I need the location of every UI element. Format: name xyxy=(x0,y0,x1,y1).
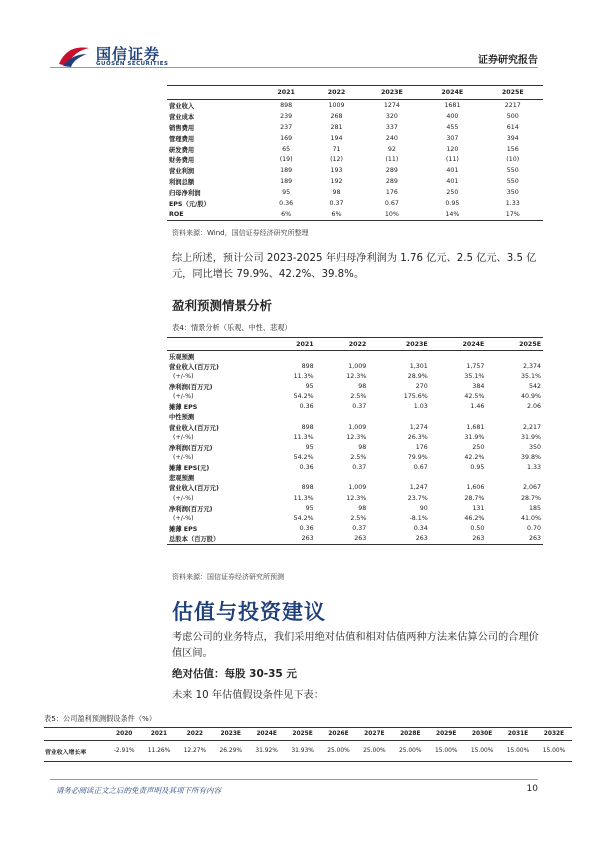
column-header: 2025E xyxy=(486,338,543,351)
row-label: 财务费用 xyxy=(169,157,195,165)
cell-value: 54.2% xyxy=(293,514,314,522)
column-header: 2022 xyxy=(311,86,361,100)
cell-value: 1,009 xyxy=(348,484,367,492)
cell-value: 898 xyxy=(301,423,314,431)
cell-value: 281 xyxy=(330,123,343,131)
row-label: 归母净利润 xyxy=(169,190,201,198)
cell-value: 54.2% xyxy=(293,393,314,401)
cell-value: 1.03 xyxy=(413,403,428,411)
cell-value: 31.9% xyxy=(464,433,485,441)
cell-value: 500 xyxy=(506,112,519,120)
cell-value: 39.8% xyxy=(520,453,541,461)
cell-value: 156 xyxy=(506,145,519,153)
cell-value: 71 xyxy=(332,145,341,153)
row-label: 利润总额 xyxy=(169,179,195,187)
row-label: 营业成本 xyxy=(169,113,195,121)
cell-value: 6% xyxy=(311,209,361,220)
cell-empty xyxy=(430,473,487,483)
cell-value: 1,009 xyxy=(348,362,367,370)
page-number: 10 xyxy=(526,784,538,794)
cell-value: 15.00% xyxy=(500,741,536,762)
cell-value: 237 xyxy=(280,123,293,131)
table-row xyxy=(167,483,543,493)
column-header: 2021 xyxy=(263,338,316,351)
footer-divider xyxy=(50,779,538,780)
row-label: 净利润(百万元) xyxy=(169,383,213,391)
table-row xyxy=(44,741,572,762)
cell-value: 0.36 xyxy=(299,524,314,532)
cell-value: 1,757 xyxy=(466,362,485,370)
table-row xyxy=(167,452,543,462)
footer-disclaimer: 请务必阅读正文之后的免责声明及其项下所有内容 xyxy=(56,786,221,795)
cell-empty xyxy=(486,412,543,422)
cell-value: 350 xyxy=(506,189,519,197)
cell-value: 2.5% xyxy=(350,514,367,522)
assumptions-intro: 未来 10 年估值假设条件见下表： xyxy=(172,690,324,701)
row-label: 营业收入(百万元) xyxy=(169,363,219,371)
cell-empty xyxy=(316,351,369,362)
column-header: 2023E xyxy=(213,728,249,741)
table-row xyxy=(167,422,543,432)
brand-name-cn: 国信证券 xyxy=(96,45,161,63)
table-row xyxy=(167,111,543,122)
table-row xyxy=(167,503,543,513)
column-header xyxy=(167,86,261,100)
cell-empty xyxy=(368,473,429,483)
column-header xyxy=(167,338,263,351)
cell-value: 26.29% xyxy=(213,741,249,762)
row-label: 营业收入增长率 xyxy=(44,741,107,762)
cell-value: 11.3% xyxy=(293,433,314,441)
table-row xyxy=(167,100,543,111)
cell-value: 54.2% xyxy=(293,453,314,461)
cell-value: 0.67 xyxy=(384,199,399,207)
cell-value: 400 xyxy=(446,112,459,120)
column-header: 2021 xyxy=(261,86,311,100)
cell-value: 542 xyxy=(528,382,541,390)
cell-value: 0.36 xyxy=(299,464,314,472)
cell-value: 0.37 xyxy=(329,199,344,207)
cell-empty xyxy=(486,473,543,483)
row-label: 管理费用 xyxy=(169,135,195,143)
row-label: (+/-%) xyxy=(173,372,194,380)
cell-value: 270 xyxy=(415,382,428,390)
cell-value: 0.70 xyxy=(526,524,541,532)
cell-value: 263 xyxy=(316,534,369,545)
table-row xyxy=(167,198,543,209)
table-header-row xyxy=(167,338,543,351)
table-row xyxy=(167,534,543,545)
cell-value: 98 xyxy=(358,443,367,451)
table-row xyxy=(167,361,543,371)
table-row xyxy=(167,351,543,362)
column-header: 2024E xyxy=(249,728,285,741)
table-row xyxy=(167,463,543,473)
cell-value: 268 xyxy=(330,112,343,120)
row-label: 营业利润 xyxy=(169,168,195,176)
cell-value: 0.37 xyxy=(352,403,367,411)
cell-value: 384 xyxy=(472,382,485,390)
cell-value: 92 xyxy=(387,145,396,153)
cell-value: 11.26% xyxy=(141,741,177,762)
cell-value: 2,374 xyxy=(522,362,541,370)
column-header: 2023E xyxy=(362,86,422,100)
table3-caption: 表5：公司盈利预测假设条件（%） xyxy=(44,714,157,723)
table-row xyxy=(167,176,543,187)
table-row xyxy=(167,523,543,533)
cell-value: 95 xyxy=(305,382,314,390)
cell-value: 25.00% xyxy=(392,741,428,762)
table-header-row xyxy=(167,86,543,100)
cell-value: 169 xyxy=(280,134,293,142)
cell-empty xyxy=(316,412,369,422)
guosen-logo-icon xyxy=(57,44,91,68)
absolute-valuation-heading: 绝对估值：每股 30-35 元 xyxy=(172,668,297,680)
table-row xyxy=(167,381,543,391)
row-label: (+/-%) xyxy=(173,494,194,502)
cell-value: 41.0% xyxy=(520,514,541,522)
column-header: 2032E xyxy=(536,728,572,741)
valuation-paragraph: 考虑公司的业务特点，我们采用绝对估值和相对估值两种方法来估算公司的合理价值区间。 xyxy=(172,632,539,659)
column-header: 2021 xyxy=(141,728,177,741)
cell-value: 1.33 xyxy=(526,464,541,472)
cell-value: 289 xyxy=(385,178,398,186)
brand-name-en: GUOSEN SECURITIES xyxy=(96,61,169,67)
cell-value: (12) xyxy=(330,156,343,164)
cell-value: 0.37 xyxy=(352,524,367,532)
cell-empty xyxy=(368,351,429,362)
cell-value: 176 xyxy=(415,443,428,451)
cell-empty xyxy=(368,412,429,422)
cell-empty xyxy=(430,412,487,422)
cell-value: 1,247 xyxy=(409,484,428,492)
table-row xyxy=(167,209,543,220)
table-header-row xyxy=(44,728,572,741)
row-label: 营业收入 xyxy=(169,102,195,110)
cell-value: 14% xyxy=(422,209,482,220)
cell-value: 263 xyxy=(368,534,429,545)
column-header: 2025E xyxy=(285,728,321,741)
cell-value: 239 xyxy=(280,112,293,120)
financial-forecast-table xyxy=(167,85,543,221)
cell-value: 120 xyxy=(446,145,459,153)
cell-value: 1,301 xyxy=(409,362,428,370)
header-divider xyxy=(50,67,538,68)
table-row xyxy=(167,412,543,422)
cell-value: 2.5% xyxy=(350,393,367,401)
cell-value: 31.9% xyxy=(520,433,541,441)
cell-value: -2.91% xyxy=(107,741,141,762)
cell-value: 1009 xyxy=(328,101,345,109)
cell-value: 1681 xyxy=(444,101,461,109)
cell-value: 550 xyxy=(506,178,519,186)
column-header: 2026E xyxy=(321,728,357,741)
cell-value: 12.3% xyxy=(346,372,367,380)
cell-value: 12.3% xyxy=(346,433,367,441)
cell-value: 898 xyxy=(301,362,314,370)
cell-value: 98 xyxy=(358,382,367,390)
row-label: ROE xyxy=(167,209,261,220)
column-header: 2025E xyxy=(483,86,543,100)
cell-value: 35.1% xyxy=(464,372,485,380)
cell-value: (11) xyxy=(385,156,399,164)
cell-value: 175.6% xyxy=(403,393,428,401)
column-header: 2023E xyxy=(368,338,429,351)
column-header: 2024E xyxy=(430,338,487,351)
table2-caption: 表4：情景分析（乐观、中性、悲观） xyxy=(172,323,292,332)
row-label: (+/-%) xyxy=(173,433,194,441)
cell-value: 15.00% xyxy=(464,741,500,762)
cell-value: 98 xyxy=(332,189,341,197)
scenario-analysis-table xyxy=(167,337,543,545)
cell-value: 0.50 xyxy=(470,524,485,532)
cell-value: 0.36 xyxy=(299,403,314,411)
cell-value: 10% xyxy=(362,209,422,220)
cell-value: 320 xyxy=(385,112,398,120)
cell-value: 40.9% xyxy=(520,393,541,401)
scenario-section-heading: 盈利预测情景分析 xyxy=(172,298,273,313)
table-row xyxy=(167,133,543,144)
cell-value: 263 xyxy=(263,534,316,545)
cell-value: 250 xyxy=(472,443,485,451)
cell-value: 131 xyxy=(472,504,485,512)
cell-value: 0.67 xyxy=(413,464,428,472)
cell-value: 90 xyxy=(419,504,428,512)
valuation-section-heading: 估值与投资建议 xyxy=(172,600,326,624)
row-label: 摊薄 EPS xyxy=(169,525,198,533)
cell-value: 0.36 xyxy=(279,199,294,207)
column-header: 2028E xyxy=(392,728,428,741)
cell-value: 350 xyxy=(528,443,541,451)
cell-value: 98 xyxy=(358,504,367,512)
cell-value: 11.3% xyxy=(293,372,314,380)
cell-value: (10) xyxy=(506,156,520,164)
cell-value: 1,606 xyxy=(466,484,485,492)
cell-value: 12.27% xyxy=(177,741,213,762)
cell-value: 898 xyxy=(301,484,314,492)
table1-source-note: 资料来源：Wind，国信证券经济研究所整理 xyxy=(172,229,309,237)
row-label: 营业收入(百万元) xyxy=(169,485,219,493)
cell-value: 35.1% xyxy=(520,372,541,380)
cell-value: 2217 xyxy=(504,101,521,109)
cell-value: 95 xyxy=(282,189,291,197)
table-row xyxy=(167,473,543,483)
cell-value: 898 xyxy=(280,101,293,109)
cell-value: 250 xyxy=(446,189,459,197)
summary-paragraph: 综上所述，预计公司 2023-2025 年归母净利润为 1.76 亿元、2.5 亿元、3.5 亿元，同比增长 79.9%、42.2%、39.8%。 xyxy=(172,253,537,280)
cell-value: 263 xyxy=(430,534,487,545)
cell-value: 1.33 xyxy=(505,199,520,207)
cell-value: 28.7% xyxy=(520,494,541,502)
table-row xyxy=(167,165,543,176)
cell-value: 1,009 xyxy=(348,423,367,431)
table-row xyxy=(167,432,543,442)
cell-value: 28.9% xyxy=(407,372,428,380)
cell-value: 401 xyxy=(446,178,459,186)
cell-value: (11) xyxy=(445,156,459,164)
column-header: 2029E xyxy=(428,728,464,741)
cell-value: 614 xyxy=(506,123,519,131)
table2-source-note: 资料来源：国信证券经济研究所预测 xyxy=(172,573,284,581)
cell-value: 25.00% xyxy=(356,741,392,762)
cell-value: 15.00% xyxy=(536,741,572,762)
table-row xyxy=(167,154,543,165)
column-header: 2022 xyxy=(316,338,369,351)
cell-empty xyxy=(263,351,316,362)
cell-value: 95 xyxy=(305,504,314,512)
cell-value: 2.5% xyxy=(350,453,367,461)
cell-value: 401 xyxy=(446,167,459,175)
row-label: 营业收入(百万元) xyxy=(169,424,219,432)
cell-value: 2.06 xyxy=(526,403,541,411)
cell-value: 23.7% xyxy=(407,494,428,502)
cell-value: 17% xyxy=(483,209,543,220)
row-label: 总股本（百万股） xyxy=(167,534,263,545)
table-row xyxy=(167,187,543,198)
row-label: 摊薄 EPS xyxy=(169,404,198,412)
cell-value: 263 xyxy=(486,534,543,545)
row-label: (+/-%) xyxy=(173,453,194,461)
cell-value: 1274 xyxy=(383,101,400,109)
cell-value: 46.2% xyxy=(464,514,485,522)
row-label: (+/-%) xyxy=(173,393,194,401)
cell-empty xyxy=(430,351,487,362)
cell-value: 176 xyxy=(385,189,398,197)
cell-value: 193 xyxy=(330,167,343,175)
row-label: 乐观预测 xyxy=(169,353,195,361)
assumptions-table xyxy=(44,727,572,762)
cell-value: (19) xyxy=(279,156,293,164)
cell-value: 0.95 xyxy=(470,464,485,472)
cell-value: 189 xyxy=(280,167,293,175)
cell-value: 2,217 xyxy=(522,423,541,431)
table-row xyxy=(167,402,543,412)
row-label: 摊薄 EPS(元) xyxy=(169,465,210,473)
cell-value: 337 xyxy=(385,123,398,131)
row-label: EPS（元/股） xyxy=(169,200,210,208)
column-header: 2030E xyxy=(464,728,500,741)
cell-value: 192 xyxy=(330,178,343,186)
cell-value: 15.00% xyxy=(428,741,464,762)
cell-value: 25.00% xyxy=(321,741,357,762)
cell-empty xyxy=(316,473,369,483)
row-label: 研发费用 xyxy=(169,146,195,154)
cell-value: 65 xyxy=(282,145,291,153)
cell-empty xyxy=(263,412,316,422)
cell-value: 0.34 xyxy=(413,524,428,532)
row-label: 净利润(百万元) xyxy=(169,505,213,513)
cell-value: 1.46 xyxy=(470,403,485,411)
table-row xyxy=(167,144,543,155)
column-header: 2020 xyxy=(107,728,141,741)
cell-value: 394 xyxy=(506,134,519,142)
column-header xyxy=(44,728,107,741)
cell-value: 12.3% xyxy=(346,494,367,502)
cell-value: 95 xyxy=(305,443,314,451)
table-row xyxy=(167,371,543,381)
cell-value: 42.2% xyxy=(464,453,485,461)
cell-value: 0.37 xyxy=(352,464,367,472)
cell-value: -8.1% xyxy=(409,514,428,522)
column-header: 2022 xyxy=(177,728,213,741)
cell-value: 11.3% xyxy=(293,494,314,502)
cell-value: 31.93% xyxy=(285,741,321,762)
cell-value: 189 xyxy=(280,178,293,186)
cell-value: 26.3% xyxy=(407,433,428,441)
column-header: 2027E xyxy=(356,728,392,741)
cell-value: 42.5% xyxy=(464,393,485,401)
table-row xyxy=(167,513,543,523)
column-header: 2024E xyxy=(422,86,482,100)
cell-value: 0.95 xyxy=(445,199,460,207)
cell-value: 1,274 xyxy=(409,423,428,431)
cell-value: 455 xyxy=(446,123,459,131)
cell-value: 185 xyxy=(528,504,541,512)
cell-value: 6% xyxy=(261,209,311,220)
row-label: (+/-%) xyxy=(173,514,194,522)
cell-value: 79.9% xyxy=(407,453,428,461)
table-row xyxy=(167,122,543,133)
cell-value: 240 xyxy=(385,134,398,142)
row-label: 中性预测 xyxy=(169,414,195,422)
report-type-label: 证券研究报告 xyxy=(478,55,538,66)
cell-empty xyxy=(263,473,316,483)
table-row xyxy=(167,392,543,402)
row-label: 悲观预测 xyxy=(169,475,195,483)
row-label: 销售费用 xyxy=(169,124,195,132)
cell-value: 31.92% xyxy=(249,741,285,762)
cell-value: 307 xyxy=(446,134,459,142)
cell-value: 550 xyxy=(506,167,519,175)
column-header: 2031E xyxy=(500,728,536,741)
row-label: 净利润(百万元) xyxy=(169,444,213,452)
cell-value: 28.7% xyxy=(464,494,485,502)
table-row xyxy=(167,493,543,503)
cell-value: 2,067 xyxy=(522,484,541,492)
cell-value: 1,681 xyxy=(466,423,485,431)
cell-value: 289 xyxy=(385,167,398,175)
cell-empty xyxy=(486,351,543,362)
cell-value: 194 xyxy=(330,134,343,142)
table-row xyxy=(167,442,543,452)
